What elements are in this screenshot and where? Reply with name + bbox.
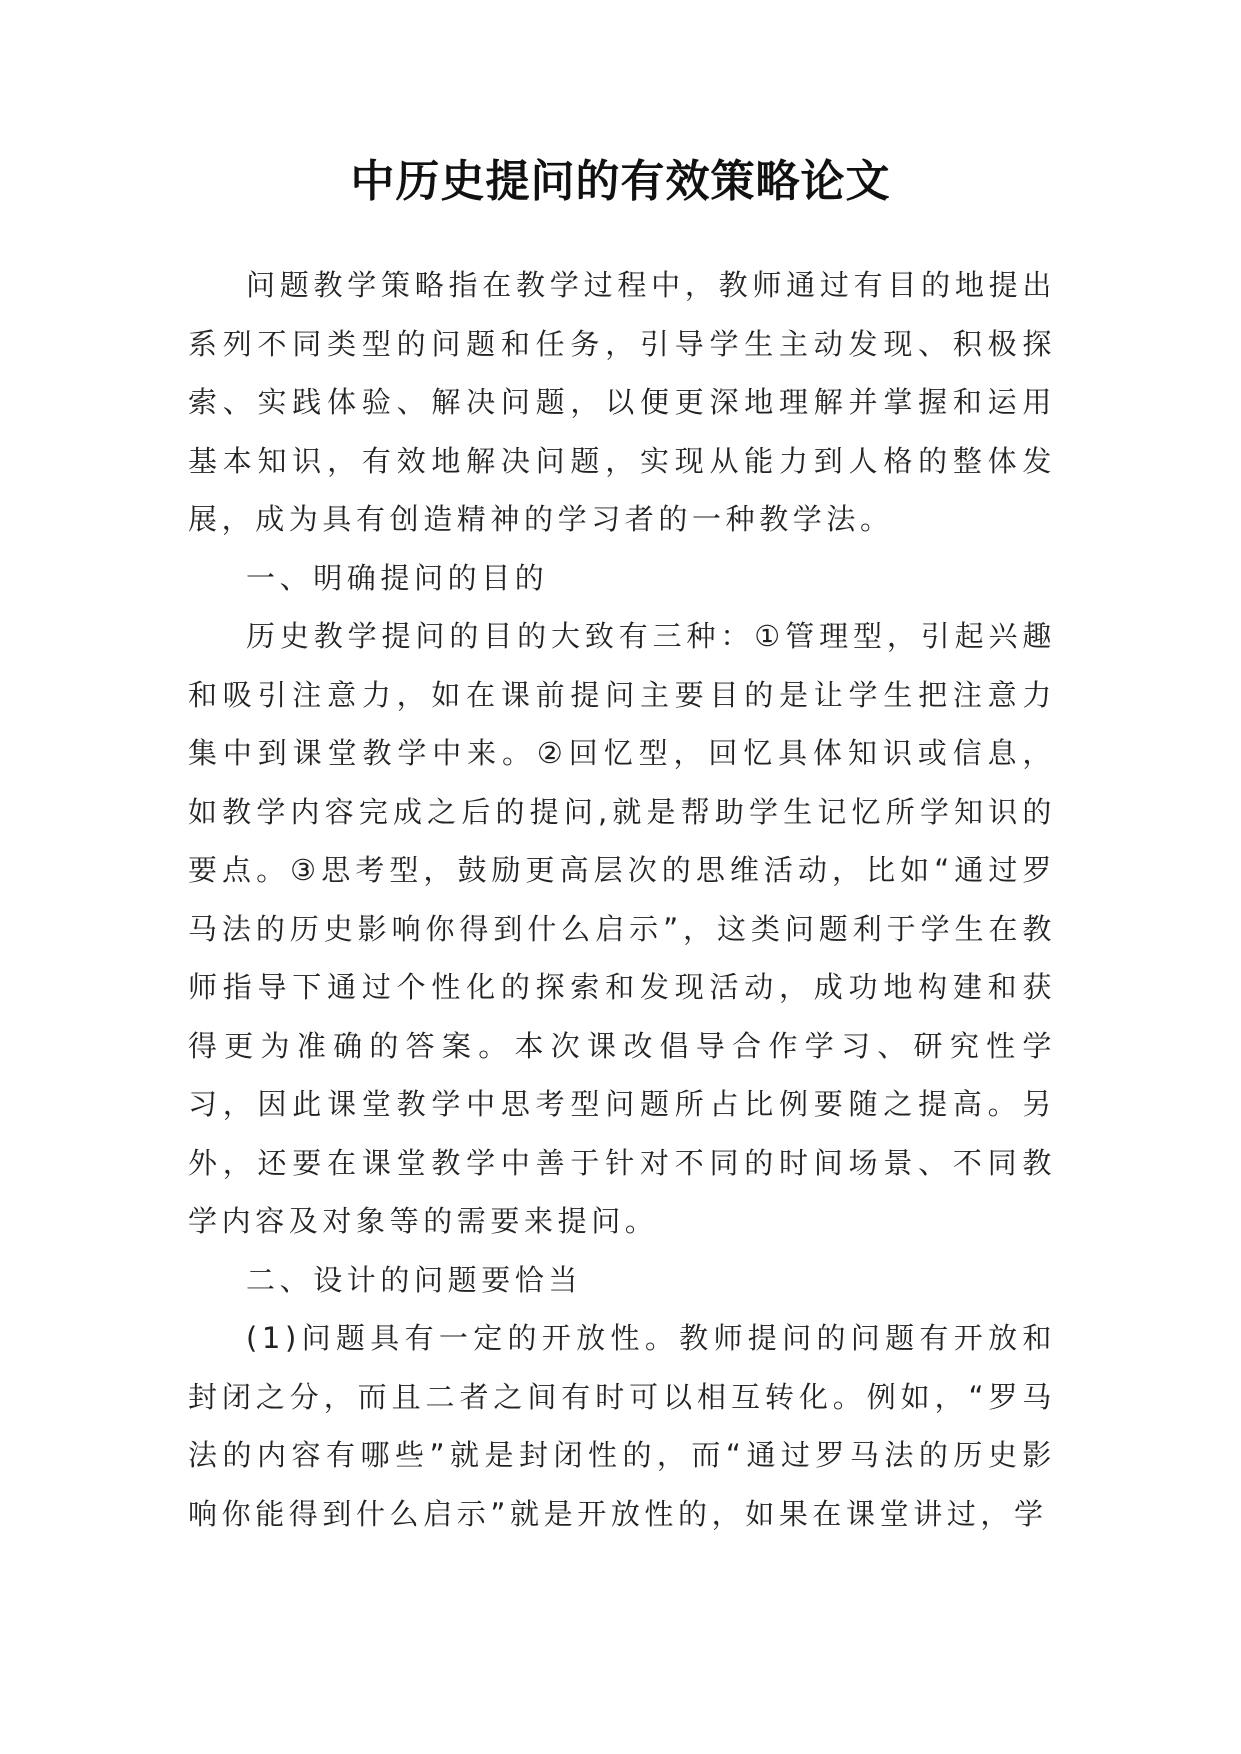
document-body [188,256,1056,1543]
paragraph-section-2: (1)问题具有一定的开放性。教师提问的问题有开放和封闭之分，而且二者之间有时可以相互转化。例如，“罗马法的内容有哪些”就是封闭性的，而“通过罗马法的历史影响你能得到什么启示”就是开放性的，如果在课堂讲过，学 [188,1321,1056,1531]
section-heading-1: 一、明确提问的目的 [246,560,549,595]
section-heading-2: 二、设计的问题要恰当 [246,1262,583,1297]
paragraph-intro: 问题教学策略指在教学过程中，教师通过有目的地提出系列不同类型的问题和任务，引导学生主动发现、积极探索、实践体验、解决问题，以便更深地理解并掌握和运用基本知识，有效地解决问题，实现从能力到人格的整体发展，成为具有创造精神的学习者的一种教学法。 [188,268,1056,536]
document-title: 中历史提问的有效策略论文 [350,156,891,207]
paragraph-section-1: 历史教学提问的目的大致有三种：①管理型，引起兴趣和吸引注意力，如在课前提问主要目的是让学生把注意力集中到课堂教学中来。②回忆型，回忆具体知识或信息，如教学内容完成之后的提问,就是帮助学生记忆所学知识的要点。③思考型，鼓励更高层次的思维活动，比如“通过罗马法的历史影响你得到什么启示”，这类问题利于学生在教师指导下通过个性化的探索和发现活动，成功地构建和获得更为准确的答案。本次课改倡导合作学习、研究性学习，因此课堂教学中思考型问题所占比例要随之提高。另外，还要在课堂教学中善于针对不同的时间场景、不同教学内容及对象等的需要来提问。 [188,619,1056,1238]
